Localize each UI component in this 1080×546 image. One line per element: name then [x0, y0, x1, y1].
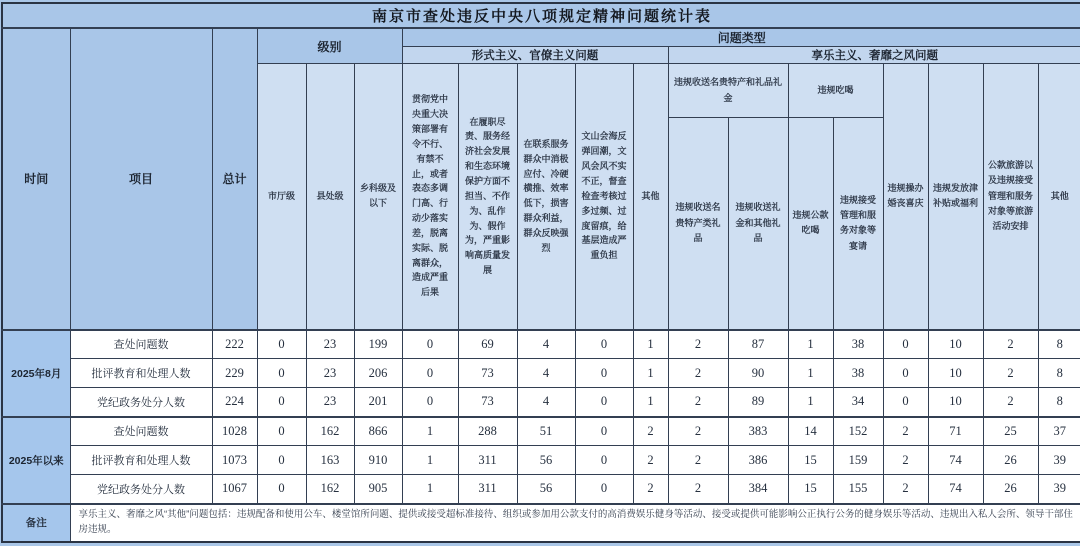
value-cell: 159 [833, 446, 883, 475]
value-cell: 0 [575, 417, 633, 446]
value-cell: 0 [257, 475, 306, 504]
value-cell: 39 [1038, 475, 1080, 504]
header-public-travel: 公款旅游以及违规接受管理和服务对象等旅游活动安排 [983, 64, 1038, 330]
value-cell: 2 [633, 475, 668, 504]
value-cell: 56 [517, 475, 575, 504]
period-cell: 2025年8月 [2, 330, 70, 417]
header-dining-group: 违规吃喝 [788, 64, 883, 118]
statistics-table [1, 2, 1080, 543]
header-hedonism-group: 享乐主义、奢靡之风问题 [668, 47, 1080, 64]
value-cell: 866 [354, 417, 402, 446]
item-cell: 查处问题数 [70, 330, 212, 359]
header-problem-type-group: 问题类型 [402, 28, 1080, 47]
value-cell: 0 [575, 388, 633, 417]
value-cell: 73 [458, 388, 517, 417]
value-cell: 152 [833, 417, 883, 446]
value-cell: 73 [458, 359, 517, 388]
value-cell: 4 [517, 388, 575, 417]
value-cell: 383 [728, 417, 788, 446]
item-cell: 批评教育和处理人数 [70, 359, 212, 388]
header-time: 时间 [2, 28, 70, 330]
value-cell: 1028 [212, 417, 257, 446]
header-formalism-col-duty: 在履职尽责、服务经济社会发展和生态环境保护方面不担当、不作为、乱作为、假作为，严重影响高质量发展 [458, 64, 517, 330]
value-cell: 37 [1038, 417, 1080, 446]
value-cell: 0 [575, 330, 633, 359]
value-cell: 87 [728, 330, 788, 359]
header-hedonism-other: 其他 [1038, 64, 1080, 330]
value-cell: 229 [212, 359, 257, 388]
value-cell: 162 [306, 417, 354, 446]
header-item: 项目 [70, 28, 212, 330]
value-cell: 10 [928, 330, 983, 359]
value-cell: 163 [306, 446, 354, 475]
item-cell: 党纪政务处分人数 [70, 388, 212, 417]
value-cell: 15 [788, 446, 833, 475]
value-cell: 201 [354, 388, 402, 417]
value-cell: 386 [728, 446, 788, 475]
value-cell: 25 [983, 417, 1038, 446]
value-cell: 34 [833, 388, 883, 417]
value-cell: 0 [575, 475, 633, 504]
value-cell: 2 [668, 475, 728, 504]
page-title: 南京市查处违反中央八项规定精神问题统计表 [2, 3, 1080, 28]
value-cell: 311 [458, 475, 517, 504]
value-cell: 26 [983, 446, 1038, 475]
note-label: 备注 [2, 504, 70, 542]
value-cell: 14 [788, 417, 833, 446]
value-cell: 51 [517, 417, 575, 446]
value-cell: 69 [458, 330, 517, 359]
header-formalism-col-meetings: 文山会海反弹回潮，文风会风不实不正，督查检查考核过多过频、过度留痕，给基层造成严重负担 [575, 64, 633, 330]
header-allowances: 违规发放津补贴或福利 [928, 64, 983, 330]
value-cell: 10 [928, 359, 983, 388]
header-level-group: 级别 [257, 28, 402, 64]
value-cell: 2 [668, 330, 728, 359]
value-cell: 1 [633, 388, 668, 417]
value-cell: 2 [883, 475, 928, 504]
value-cell: 2 [633, 417, 668, 446]
value-cell: 1 [633, 330, 668, 359]
header-gifts-col-specialty: 违规收送名贵特产类礼品 [668, 118, 728, 330]
value-cell: 0 [402, 359, 458, 388]
value-cell: 2 [668, 417, 728, 446]
value-cell: 0 [257, 330, 306, 359]
value-cell: 222 [212, 330, 257, 359]
header-gifts-group: 违规收送名贵特产和礼品礼金 [668, 64, 788, 118]
header-total: 总计 [212, 28, 257, 330]
header-dining-col-banquets: 违规接受管理和服务对象等宴请 [833, 118, 883, 330]
value-cell: 0 [257, 417, 306, 446]
header-formalism-other: 其他 [633, 64, 668, 330]
value-cell: 2 [668, 446, 728, 475]
value-cell: 4 [517, 359, 575, 388]
value-cell: 0 [257, 388, 306, 417]
value-cell: 0 [402, 388, 458, 417]
value-cell: 0 [883, 359, 928, 388]
value-cell: 0 [257, 359, 306, 388]
value-cell: 23 [306, 359, 354, 388]
value-cell: 0 [883, 388, 928, 417]
value-cell: 74 [928, 475, 983, 504]
value-cell: 311 [458, 446, 517, 475]
value-cell: 90 [728, 359, 788, 388]
value-cell: 2 [883, 446, 928, 475]
value-cell: 8 [1038, 388, 1080, 417]
header-weddings-funerals: 违规操办婚丧喜庆 [883, 64, 928, 330]
value-cell: 384 [728, 475, 788, 504]
header-formalism-group: 形式主义、官僚主义问题 [402, 47, 668, 64]
value-cell: 2 [983, 359, 1038, 388]
header-level-county: 县处级 [306, 64, 354, 330]
value-cell: 89 [728, 388, 788, 417]
period-cell: 2025年以来 [2, 417, 70, 504]
value-cell: 1 [402, 446, 458, 475]
value-cell: 288 [458, 417, 517, 446]
item-cell: 查处问题数 [70, 417, 212, 446]
value-cell: 2 [983, 388, 1038, 417]
value-cell: 224 [212, 388, 257, 417]
value-cell: 1 [788, 359, 833, 388]
value-cell: 74 [928, 446, 983, 475]
value-cell: 38 [833, 359, 883, 388]
value-cell: 2 [668, 359, 728, 388]
value-cell: 905 [354, 475, 402, 504]
value-cell: 23 [306, 388, 354, 417]
value-cell: 162 [306, 475, 354, 504]
value-cell: 38 [833, 330, 883, 359]
value-cell: 1073 [212, 446, 257, 475]
value-cell: 0 [257, 446, 306, 475]
value-cell: 8 [1038, 330, 1080, 359]
header-formalism-col-policy: 贯彻党中央重大决策部署有令不行、有禁不止，或者表态多调门高、行动少落实差，脱离实际、脱离群众，造成严重后果 [402, 64, 458, 330]
value-cell: 10 [928, 388, 983, 417]
value-cell: 8 [1038, 359, 1080, 388]
value-cell: 2 [668, 388, 728, 417]
value-cell: 1067 [212, 475, 257, 504]
value-cell: 910 [354, 446, 402, 475]
value-cell: 1 [788, 388, 833, 417]
value-cell: 2 [633, 446, 668, 475]
item-cell: 批评教育和处理人数 [70, 446, 212, 475]
value-cell: 0 [883, 330, 928, 359]
value-cell: 155 [833, 475, 883, 504]
value-cell: 26 [983, 475, 1038, 504]
header-formalism-col-service: 在联系服务群众中消极应付、冷硬横推、效率低下，损害群众利益，群众反映强烈 [517, 64, 575, 330]
header-gifts-col-cash: 违规收送礼金和其他礼品 [728, 118, 788, 330]
value-cell: 1 [788, 330, 833, 359]
value-cell: 1 [402, 475, 458, 504]
value-cell: 0 [402, 330, 458, 359]
value-cell: 15 [788, 475, 833, 504]
header-level-township: 乡科级及以下 [354, 64, 402, 330]
value-cell: 4 [517, 330, 575, 359]
item-cell: 党纪政务处分人数 [70, 475, 212, 504]
value-cell: 23 [306, 330, 354, 359]
value-cell: 1 [633, 359, 668, 388]
value-cell: 1 [402, 417, 458, 446]
value-cell: 2 [983, 330, 1038, 359]
value-cell: 199 [354, 330, 402, 359]
header-level-city: 市厅级 [257, 64, 306, 330]
note-text: 享乐主义、奢靡之风“其他”问题包括：违规配备和使用公车、楼堂馆所问题、提供或接受超标准接待、组织或参加用公款支付的高消费娱乐健身等活动、接受或提供可能影响公正执行公务的健身娱乐等活动、违规出入私人会所、领导干部住房违规。 [70, 504, 1080, 542]
value-cell: 71 [928, 417, 983, 446]
value-cell: 56 [517, 446, 575, 475]
value-cell: 39 [1038, 446, 1080, 475]
header-dining-col-public-funds: 违规公款吃喝 [788, 118, 833, 330]
value-cell: 0 [575, 446, 633, 475]
value-cell: 0 [575, 359, 633, 388]
value-cell: 206 [354, 359, 402, 388]
value-cell: 2 [883, 417, 928, 446]
